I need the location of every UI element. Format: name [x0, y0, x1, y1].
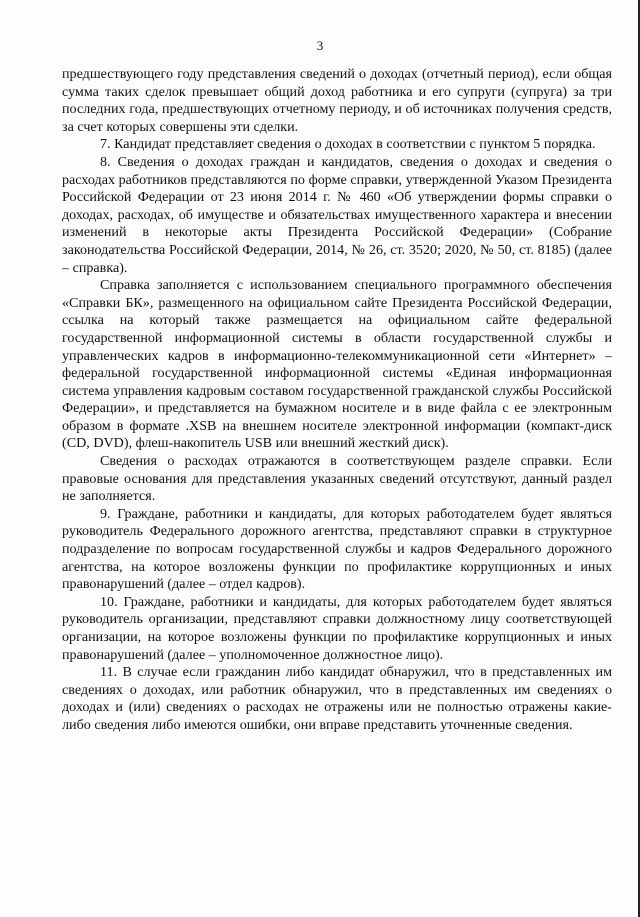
paragraph-item-8-expenses: Сведения о расходах отражаются в соответствующем разделе справки. Если правовые основания для представления указанных сведений отсутствуют, данный раздел не заполняется. — [62, 453, 612, 505]
paragraph-item-10: 10. Граждане, работники и кандидаты, для которых работодателем будет являться руководитель организации, представляют справки должностному лицу соответствующей организации, на которое возложены функции по профилактике коррупционных и иных правонарушений (далее – уполномоченное должностное лицо). — [62, 593, 612, 663]
paragraph-item-9: 9. Граждане, работники и кандидаты, для которых работодателем будет являться руководитель Федерального дорожного агентства, представляют справки в структурное подразделение по вопросам государственной службы и кадров Федерального дорожного агентства, на которое возложены функции по профилактике коррупционных и иных правонарушений (далее – отдел кадров). — [62, 505, 612, 593]
document-body — [62, 66, 612, 735]
paragraph-item-11: 11. В случае если гражданин либо кандидат обнаружил, что в представленных им сведениях о доходах, или работник обнаружил, что в представленных им сведениях о доходах и (или) сведениях о расходах не отражены или не полностью отражены какие-либо сведения либо имеются ошибки, они вправе представить уточненные сведения. — [62, 664, 612, 733]
page-number: 3 — [316, 38, 324, 53]
paragraph-continuation: предшествующего году представления сведений о доходах (отчетный период), если общая сумма таких сделок превышает общий доход работника и его супруги (супруга) за три последних года, предшествующих отчетному периоду, и об источниках получения средств, за счет которых совершены эти сделки. — [62, 66, 612, 135]
paragraph-item-7: 7. Кандидат представляет сведения о доходах в соответствии с пунктом 5 порядка. — [100, 136, 596, 153]
paragraph-item-8-software: Справка заполняется с использованием специального программного обеспечения «Справки БК», размещенного на официальном сайте Президента Российской Федерации, ссылка на который также размещается на официальном сайте федеральной государственной информационной системы в области государственной службы и управленческих кадров в информационно-телекоммуникационной сети «Интернет» – федеральной государственной информационной системы «Единая информационная система управления кадровым составом государственной гражданской службы Российской Федерации», и представляется на бумажном носителе и в виде файла с ее электронным образом в формате .XSB на внешнем носителе электронной информации (компакт-диск (CD, DVD), флеш-накопитель USB или внешний жесткий диск). — [62, 277, 612, 452]
paragraph-item-8: 8. Сведения о доходах граждан и кандидатов, сведения о доходах и сведения о расходах работников представляются по форме справки, утвержденной Указом Президента Российской Федерации от 23 июня 2014 г. № 460 «Об утверждении формы справки о доходах, расходах, об имуществе и обязательствах имущественного характера и внесении изменений в некоторые акты Президента Российской Федерации» (Собрание законодательства Российской Федерации, 2014, № 26, ст. 3520; 2020, № 50, ст. 8185) (далее – справка). — [62, 153, 612, 276]
